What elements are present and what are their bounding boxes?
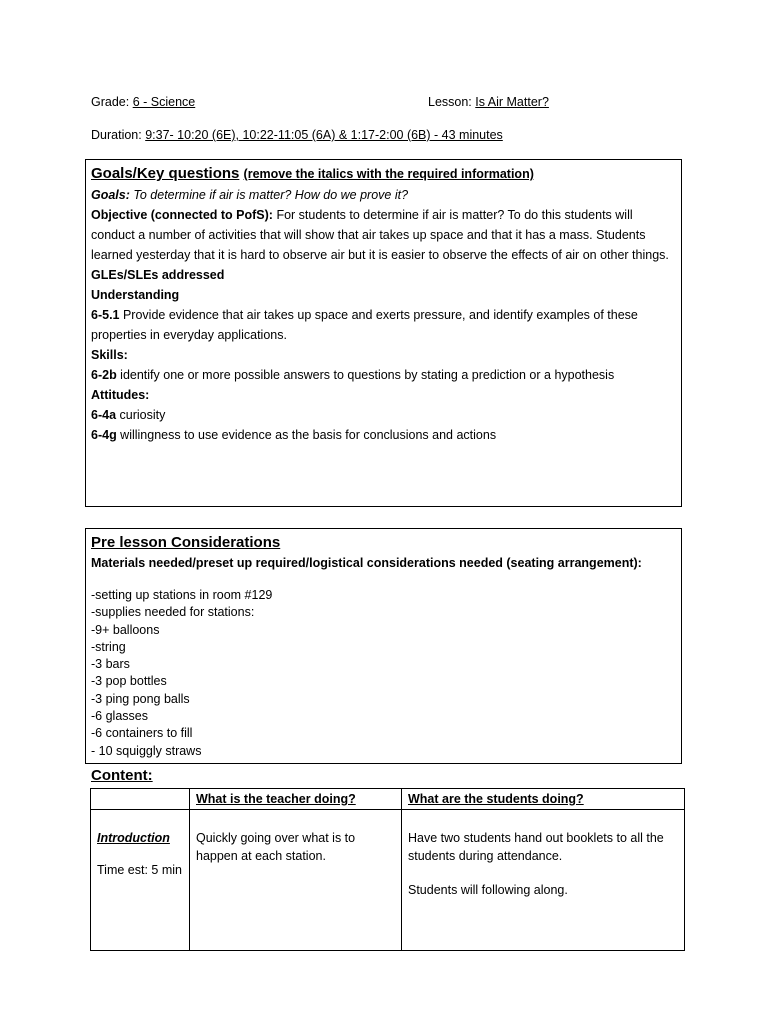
materials-heading: Materials needed/preset up required/logistical considerations needed (seating arrangement): [91,556,642,570]
attitudes-item [91,425,675,445]
materials-item: -setting up stations in room #129 [91,588,273,602]
materials-item: -3 bars [91,657,130,672]
goals-text: To determine if air is matter? How do we prove it? [129,188,409,202]
materials-item: -3 ping pong balls [91,691,190,706]
goals-line [91,185,675,205]
materials-item: - 10 squiggly straws [91,743,202,758]
outcome-code: 6-4g [91,428,117,442]
goals-title-text: Goals/Key questions [91,165,240,182]
outcome-code: 6-2b [91,368,117,382]
teacher-cell [190,810,402,951]
outcome-text: identify one or more possible answers to questions by stating a prediction or a hypothesis [116,368,615,382]
materials-item: -6 containers to fill [91,726,193,741]
understanding-heading: Understanding [91,288,180,302]
content-table [90,788,685,951]
outcome-text: curiosity [116,408,166,422]
outcome-code: 6-5.1 [91,308,120,322]
students-action: Have two students hand out booklets to all the students during attendance. [408,831,664,863]
goals-label: Goals: [91,188,130,202]
goals-title-note: (remove the italics with the required information) [243,167,534,181]
duration-value: 9:37- 10:20 (6E), 10:22-11:05 (6A) & 1:17-2:00 (6B) - 43 minutes [145,128,503,142]
table-row [91,810,685,951]
header-cell-students [402,789,685,810]
phase-label: Introduction [97,831,170,845]
teacher-column-header: What is the teacher doing? [196,792,356,806]
gles-heading: GLEs/SLEs addressed [91,268,225,282]
objective-text: For students to determine if air is matter? To do this students will conduct a number of activities that will show that air takes up space and that it has a mass. Students learned yesterday that it is hard to observe air but it is easier to observe the effects of air on other things. [91,208,669,262]
goals-section [85,159,682,507]
materials-item: -3 pop bottles [91,674,167,689]
duration-line [91,127,503,143]
table-header-row [91,789,685,810]
grade-line [91,94,195,110]
materials-item: -supplies needed for stations: [91,605,255,620]
content-title: Content: [91,767,153,784]
time-estimate: Time est: 5 min [97,863,182,877]
attitudes-item [91,405,675,425]
pre-lesson-title: Pre lesson Considerations [91,534,281,551]
lesson-value: Is Air Matter? [475,95,549,109]
materials-item: -6 glasses [91,709,148,724]
lesson-line [428,94,549,110]
lesson-label: Lesson: [428,95,476,109]
header-cell-teacher [190,789,402,810]
objective-label: Objective (connected to PofS): [91,208,273,222]
materials-item: -9+ balloons [91,622,160,637]
students-cell [402,810,685,951]
phase-cell [91,810,190,951]
outcome-code: 6-4a [91,408,117,422]
materials-item: -string [91,639,126,654]
pre-lesson-section [85,528,682,764]
outcome-text: Provide evidence that air takes up space and exerts pressure, and identify examples of these properties in everyday applications. [91,308,638,342]
header-cell-phase [91,789,190,810]
students-column-header: What are the students doing? [408,792,584,806]
skills-heading: Skills: [91,348,128,362]
goals-title [91,163,675,185]
grade-label: Grade: [91,95,133,109]
understanding-item [91,305,675,345]
outcome-text: willingness to use evidence as the basis for conclusions and actions [116,428,497,442]
objective-paragraph [91,205,675,265]
grade-value: 6 - Science [132,95,196,109]
attitudes-heading: Attitudes: [91,388,150,402]
students-action: Students will following along. [408,883,568,897]
duration-label: Duration: [91,128,146,142]
teacher-action: Quickly going over what is to happen at each station. [196,831,356,863]
skills-item [91,365,675,385]
